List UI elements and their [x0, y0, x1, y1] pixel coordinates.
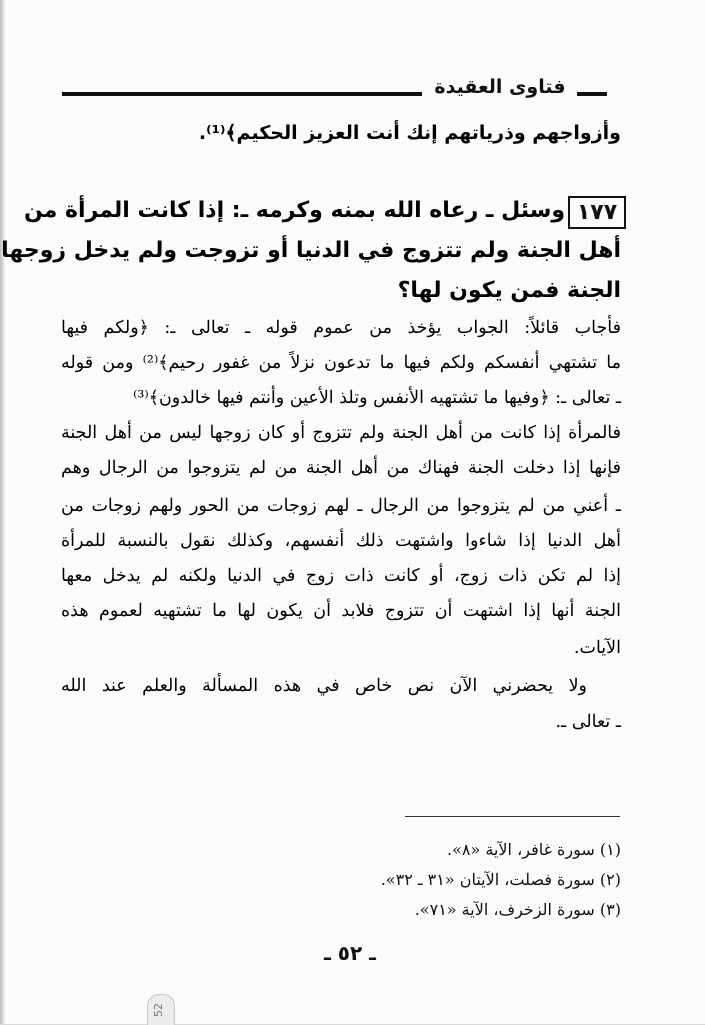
footnote-divider — [405, 816, 620, 817]
answer-line-8: إذا لم تكن ذات زوج، أو كانت ذات زوج في الدنيا ولكنه لم يدخل معها — [61, 566, 621, 586]
footnote-3: (٣) سورة الزخرف، الآية «٧١». — [414, 900, 621, 919]
answer-line-6: ـ أعني من لم يتزوجوا من الرجال ـ لهم زوجات من الحور ولهم زوجات من — [61, 496, 621, 516]
footnote-2: (٢) سورة فصلت، الآيتان «٣١ ـ ٣٢». — [380, 870, 621, 889]
header-rule-short — [577, 92, 607, 96]
answer-line-4: فالمرأة إذا كانت من أهل الجنة ولم تتزوج أو كان زوجها ليس من أهل الجنة — [61, 423, 621, 443]
scan-page-tab — [147, 994, 175, 1025]
fatwa-number-box: ١٧٧ — [568, 196, 626, 229]
answer-line-10: الآيات. — [573, 638, 621, 658]
answer-line-9: الجنة أنها إذا اشتهت أن تتزوج فلابد أن يكون لها ما تشتهيه لعموم هذه — [61, 601, 621, 621]
footnote-1: (١) سورة غافر، الآية «٨». — [447, 840, 621, 859]
answer-line-5: فإنها إذا دخلت الجنة فهناك من أهل الجنة من لم يتزوجوا من الرجال وهم — [61, 458, 621, 478]
page-edge-shadow — [0, 0, 5, 1024]
page-number: ـ ٥٢ ـ — [323, 941, 377, 965]
running-header-title: فتاوى العقيدة — [434, 76, 566, 98]
question-line-3: الجنة فمن يكون لها؟ — [397, 278, 621, 303]
header-rule — [62, 92, 422, 96]
continuation-line: وأزواجهم وذرياتهم إنك أنت العزيز الحكيم﴾⁽¹⁾. — [198, 122, 621, 144]
scan-page-tab-number: 52 — [152, 1003, 165, 1017]
answer-line-12: ـ تعالى ـ. — [555, 712, 621, 732]
answer-line-1: فأجاب قائلاً: الجواب يؤخذ من عموم قوله ـ تعالى ـ: ﴿ولكم فيها — [61, 318, 621, 338]
answer-line-7: أهل الدنيا إذا شاءوا واشتهت ذلك أنفسهم، وكذلك نقول بالنسبة للمرأة — [61, 531, 621, 551]
question-line-2: أهل الجنة ولم تتزوج في الدنيا أو تزوجت ولم يدخل زوجها — [1, 238, 621, 263]
answer-line-3: ـ تعالى ـ: ﴿وفيها ما تشتهيه الأنفس وتلذ الأعين وأنتم فيها خالدون﴾⁽³⁾ — [133, 388, 621, 408]
question-line-1: وسئل ـ رعاه الله بمنه وكرمه ـ: إذا كانت المرأة من — [23, 198, 565, 223]
answer-line-2: ما تشتهي أنفسكم ولكم فيها ما تدعون نزلاً من غفور رحيم﴾⁽²⁾ ومن قوله — [61, 353, 621, 373]
answer-line-11: ولا يحضرني الآن نص خاص في هذه المسألة والعلم عند الله — [61, 676, 587, 696]
